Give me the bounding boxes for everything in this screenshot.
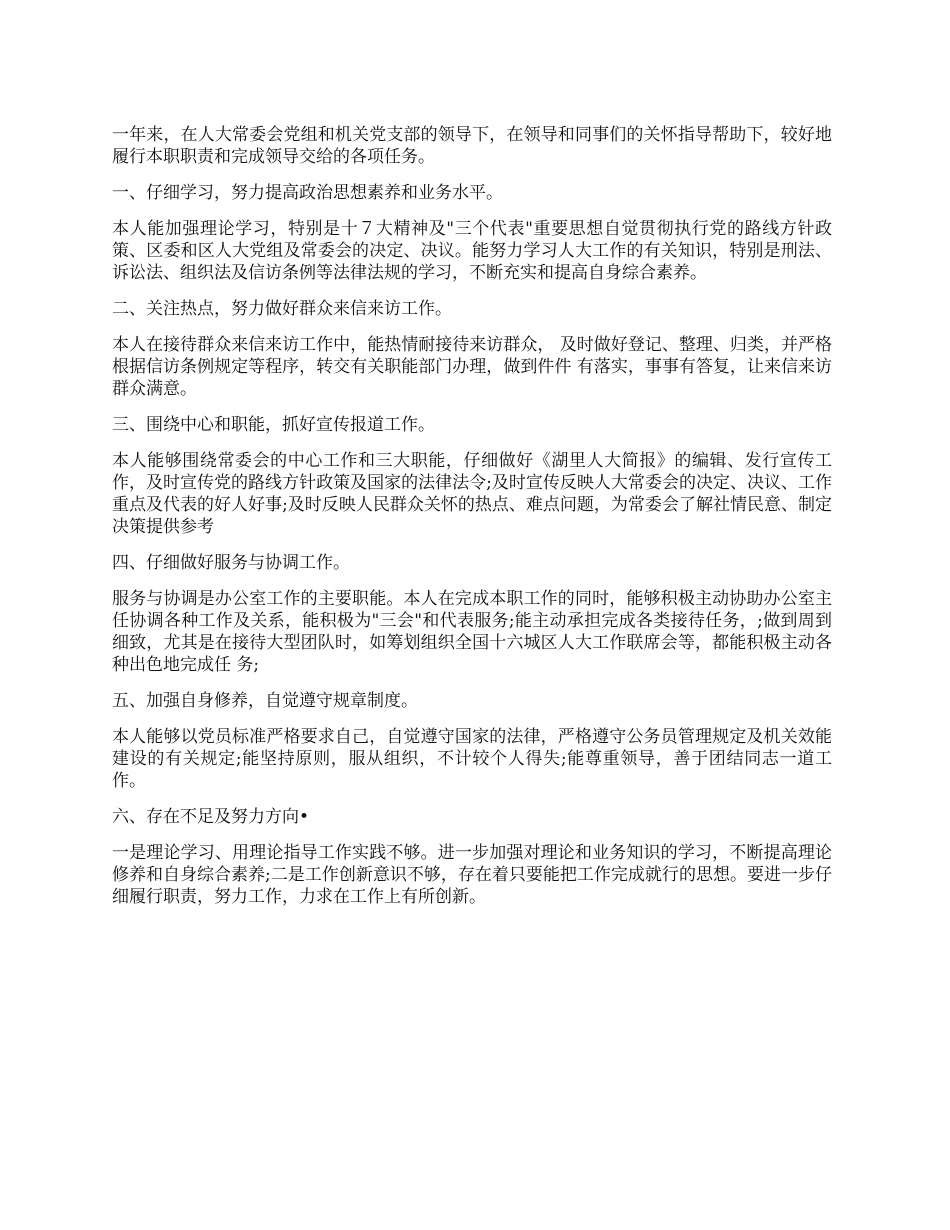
section-paragraph-5: 本人能够以党员标准严格要求自己，自觉遵守国家的法律，严格遵守公务员管理规定及机关效能建设的有关规定;能坚持原则，服从组织，不计较个人得失;能尊重领导，善于团结同志一道工作。 <box>112 727 832 791</box>
section-paragraph-2: 本人在接待群众来信来访工作中，能热情耐接待来访群众， 及时做好登记、整理、归类，并严格根据信访条例规定等程序，转交有关职能部门办理，做到件件 有落实，事事有答复，让来信来访群众满意。 <box>112 335 832 399</box>
section-heading-6: 六、存在不足及努力方向• <box>112 807 310 827</box>
section-paragraph-3: 本人能够围绕常委会的中心工作和三大职能，仔细做好《湖里人大简报》的编辑、发行宣传工作，及时宣传党的路线方针政策及国家的法律法令;及时宣传反映人大常委会的决定、决议、工作重点及代表的好人好事;及时反映人民群众关怀的热点、难点问题，为常委会了解社情民意、制定决策提供参考 <box>112 451 832 537</box>
section-heading-2: 二、关注热点，努力做好群众来信来访工作。 <box>112 299 452 319</box>
section-paragraph-1: 本人能加强理论学习，特别是十７大精神及"三个代表"重要思想自觉贯彻执行党的路线方针政策、区委和区人大党组及常委会的决定、决议。能努力学习人大工作的有关知识，特别是刑法、诉讼法、组织法及信访条例等法律法规的学习，不断充实和提高自身综合素养。 <box>112 219 832 283</box>
document-body <box>112 124 832 922</box>
section-heading-4: 四、仔细做好服务与协调工作。 <box>112 553 350 573</box>
section-paragraph-4: 服务与协调是办公室工作的主要职能。本人在完成本职工作的同时，能够积极主动协助办公室主任协调各种工作及关系，能积极为"三会"和代表服务;能主动承担完成各类接待任务，;做到周到细致，尤其是在接待大型团队时，如筹划组织全国十六城区人大工作联席会等，都能积极主动各种出色地完成任 务; <box>112 589 832 675</box>
section-heading-1: 一、仔细学习，努力提高政治思想素养和业务水平。 <box>112 183 503 203</box>
intro-paragraph: 一年来，在人大常委会党组和机关党支部的领导下，在领导和同事们的关怀指导帮助下，较好地履行本职职责和完成领导交给的各项任务。 <box>112 125 832 167</box>
section-heading-3: 三、围绕中心和职能，抓好宣传报道工作。 <box>112 415 435 435</box>
section-heading-5: 五、加强自身修养，自觉遵守规章制度。 <box>112 691 418 711</box>
section-paragraph-6: 一是理论学习、用理论指导工作实践不够。进一步加强对理论和业务知识的学习，不断提高理论修养和自身综合素养;二是工作创新意识不够，存在着只要能把工作完成就行的思想。要进一步仔细履行职责，努力工作，力求在工作上有所创新。 <box>112 843 832 907</box>
